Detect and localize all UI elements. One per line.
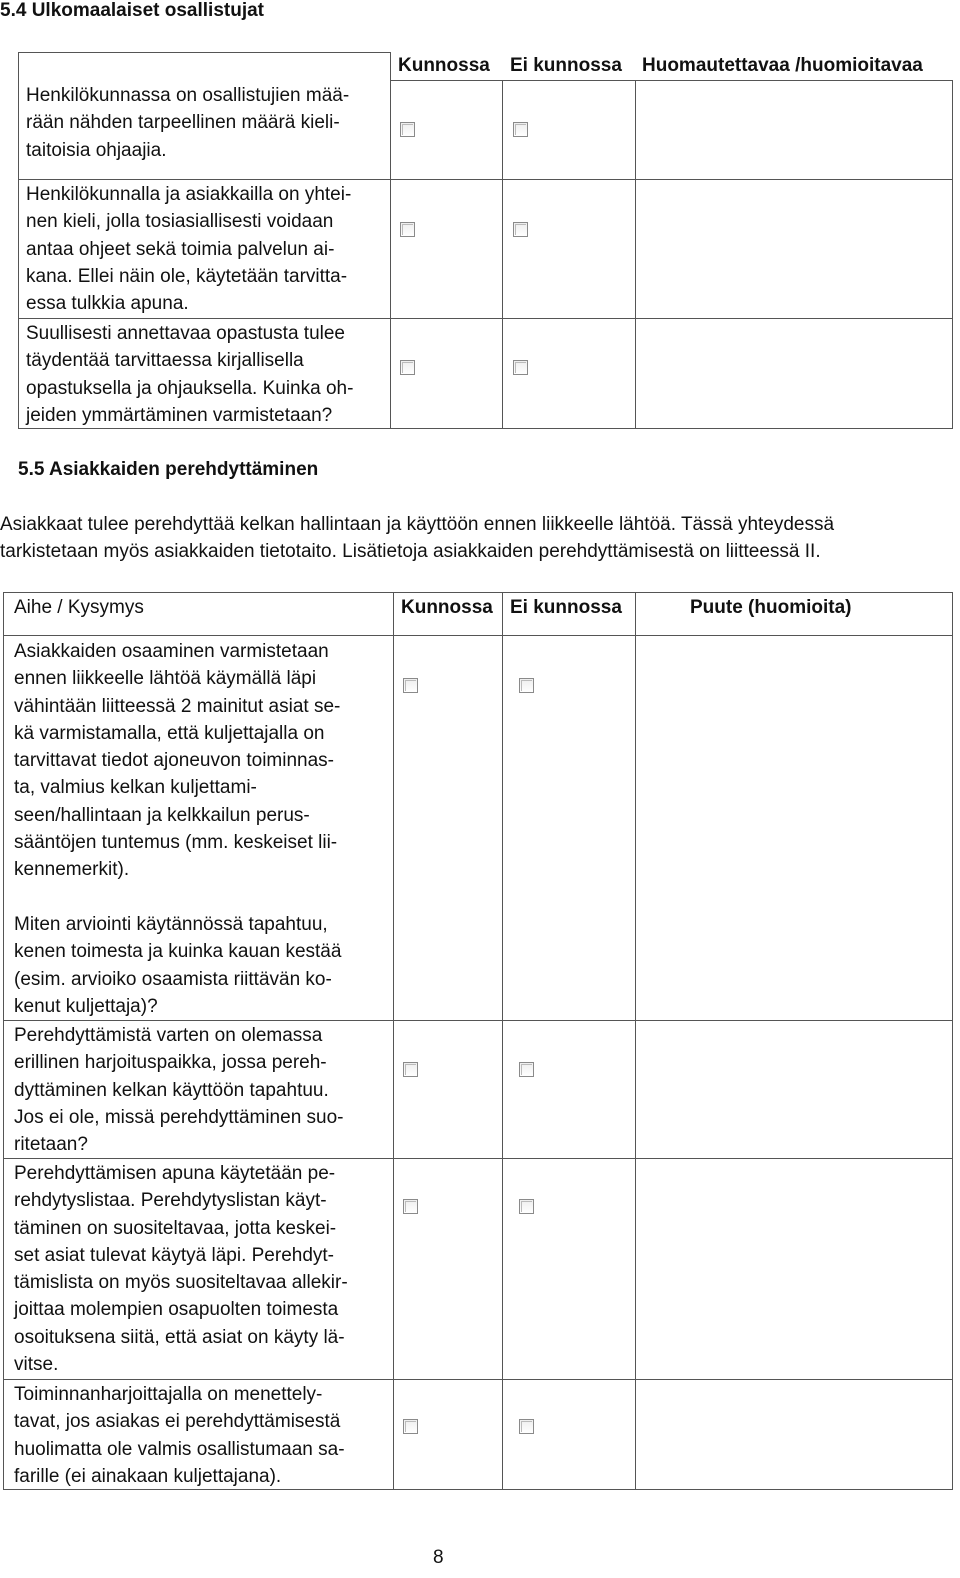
row-3-ei-kunnossa-checkbox[interactable] (513, 360, 528, 375)
t55-row-2-ei-kunnossa-checkbox[interactable] (519, 1062, 534, 1077)
table-55-cell (393, 1158, 503, 1380)
section-55-title: 5.5 Asiakkaiden perehdyttäminen (18, 459, 319, 480)
table-55-cell (635, 635, 953, 1021)
table-55-cell (635, 1158, 953, 1380)
table-54-cell (502, 179, 636, 319)
table-54-header-huomautettavaa: Huomautettavaa /huomioitavaa (642, 55, 923, 76)
table-54-row-1-text: Henkilökunnassa on osallistujien mää- rään nähden tarpeellinen määrä kieli- taitoisia ohjaajia. (26, 85, 350, 161)
page-number: 8 (433, 1547, 444, 1568)
table-54-cell (635, 80, 953, 180)
table-54-cell (635, 179, 953, 319)
table-55-header-puute: Puute (huomioita) (690, 597, 852, 618)
table-55-row-2-text: Perehdyttämistä varten on olemassa erillinen harjoituspaikka, jossa pereh- dyttäminen kelkan käyttöön tapahtuu. Jos ei ole, missä perehdyttäminen suo- ritetaan? (14, 1025, 344, 1156)
table-55-header-aihe: Aihe / Kysymys (14, 597, 144, 618)
table-55-row-3-text: Perehdyttämisen apuna käytetään pe- rehdytyslistaa. Perehdytyslistan käyt- täminen on suositeltavaa, jotta keskei- set asiat tulevat käytyä läpi. Perehdyt- tämislista on myös suositeltavaa allekir- joittaa molempien osapuolten toimesta osoituksena siitä, että asiat on käyty lä- vitse. (14, 1163, 348, 1376)
table-55-header-ei-kunnossa: Ei kunnossa (510, 597, 622, 618)
table-55-cell (635, 1020, 953, 1159)
t55-row-4-kunnossa-checkbox[interactable] (403, 1419, 418, 1434)
row-1-kunnossa-checkbox[interactable] (400, 122, 415, 137)
table-54-row-2-text: Henkilökunnalla ja asiakkailla on yhtei- nen kieli, jolla tosiasiallisesti voidaan antaa ohjeet sekä toimia palvelun ai- kana. Ellei näin ole, käytetään tarvitta- essa tulkkia apuna. (26, 184, 352, 315)
table-54-cell (635, 318, 953, 429)
table-55-cell (635, 1379, 953, 1490)
section-55-intro-line-2: tarkistetaan myös asiakkaiden tietotaito. Lisätietoja asiakkaiden perehdyttämisestä on liitteessä II. (0, 541, 821, 562)
t55-row-2-kunnossa-checkbox[interactable] (403, 1062, 418, 1077)
table-55-cell (393, 1379, 503, 1490)
table-54-cell (390, 179, 503, 319)
row-1-ei-kunnossa-checkbox[interactable] (513, 122, 528, 137)
t55-row-1-kunnossa-checkbox[interactable] (403, 678, 418, 693)
table-55-cell (502, 1379, 636, 1490)
table-55-cell (502, 1020, 636, 1159)
table-54-row-3-text: Suullisesti annettavaa opastusta tulee täydentää tarvittaessa kirjallisella opastuksella ja ohjauksella. Kuinka oh- jeiden ymmärtäminen varmistetaan? (26, 323, 354, 426)
row-2-ei-kunnossa-checkbox[interactable] (513, 222, 528, 237)
table-55-header-kunnossa: Kunnossa (401, 597, 493, 618)
table-55-row-1-text: Asiakkaiden osaaminen varmistetaan ennen liikkeelle lähtöä käymällä läpi vähintään liitteessä 2 mainitut asiat se- kä varmistamalla, että kuljettajalla on tarvittavat tiedot ajoneuvon toiminnas- ta, valmius kelkan kuljettami- seen/hallintaan ja kelkkailun perus- sääntöjen tuntemus (mm. keskeiset lii- kennemerkit). Miten arviointi käytännössä tapahtuu, kenen toimesta ja kuinka kauan kestää (esim. arvioiko osaamista riittävän ko- kenut kuljettaja)? (14, 641, 342, 1017)
table-54-header-kunnossa: Kunnossa (398, 55, 490, 76)
t55-row-1-ei-kunnossa-checkbox[interactable] (519, 678, 534, 693)
table-55-row-4-text: Toiminnanharjoittajalla on menettely- tavat, jos asiakas ei perehdyttämisestä huolimatta ole valmis osallistumaan sa- farille (ei ainakaan kuljettajana). (14, 1384, 345, 1487)
table-55-cell (502, 1158, 636, 1380)
table-55-cell (393, 1020, 503, 1159)
t55-row-3-ei-kunnossa-checkbox[interactable] (519, 1199, 534, 1214)
row-2-kunnossa-checkbox[interactable] (400, 222, 415, 237)
table-54-header-ei-kunnossa: Ei kunnossa (510, 55, 622, 76)
row-3-kunnossa-checkbox[interactable] (400, 360, 415, 375)
section-54-title: 5.4 Ulkomaalaiset osallistujat (0, 0, 265, 21)
section-55-intro-line-1: Asiakkaat tulee perehdyttää kelkan hallintaan ja käyttöön ennen liikkeelle lähtöä. Tässä yhteydessä (0, 514, 835, 535)
t55-row-4-ei-kunnossa-checkbox[interactable] (519, 1419, 534, 1434)
t55-row-3-kunnossa-checkbox[interactable] (403, 1199, 418, 1214)
